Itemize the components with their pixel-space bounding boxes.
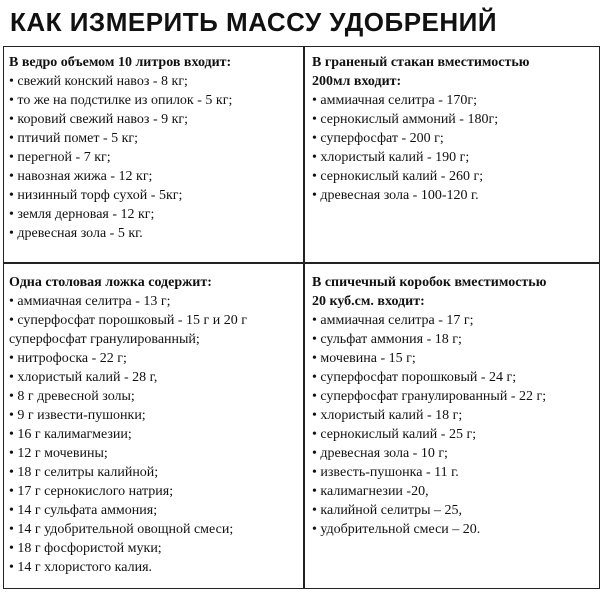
fertilizer-table bbox=[3, 46, 600, 589]
list-item: • аммиачная селитра - 17 г; bbox=[312, 311, 598, 330]
list-item: • аммиачная селитра - 170г; bbox=[312, 91, 598, 110]
list-item: • известь-пушонка - 11 г. bbox=[312, 463, 598, 482]
list-item: • суперфосфат гранулированный - 22 г; bbox=[312, 387, 598, 406]
bucket-heading: В ведро объемом 10 литров входит: bbox=[9, 55, 232, 70]
matchbox-heading-line-2: 20 куб.см. входит: bbox=[312, 294, 425, 309]
list-item: • 16 г калимагмезии; bbox=[9, 425, 301, 444]
list-item: • земля дерновая - 12 кг; bbox=[9, 205, 301, 224]
bucket-cell bbox=[9, 53, 301, 243]
list-item: • удобрительной смеси – 20. bbox=[312, 520, 598, 539]
list-item: • 14 г хлористого калия. bbox=[9, 558, 301, 577]
list-item: • коровий свежий навоз - 9 кг; bbox=[9, 110, 301, 129]
list-item: • аммиачная селитра - 13 г; bbox=[9, 292, 301, 311]
glass-list bbox=[312, 91, 598, 205]
list-item: • перегной - 7 кг; bbox=[9, 148, 301, 167]
list-item: • свежий конский навоз - 8 кг; bbox=[9, 72, 301, 91]
list-item: • сульфат аммония - 18 г; bbox=[312, 330, 598, 349]
list-item: • мочевина - 15 г; bbox=[312, 349, 598, 368]
list-item: • 18 г фосфористой муки; bbox=[9, 539, 301, 558]
list-item: • 12 г мочевины; bbox=[9, 444, 301, 463]
list-item: • 18 г селитры калийной; bbox=[9, 463, 301, 482]
list-item: • низинный торф сухой - 5кг; bbox=[9, 186, 301, 205]
list-item: • 14 г сульфата аммония; bbox=[9, 501, 301, 520]
list-item: • хлористый калий - 190 г; bbox=[312, 148, 598, 167]
list-item: • калийной селитры – 25, bbox=[312, 501, 598, 520]
list-item: • 8 г древесной золы; bbox=[9, 387, 301, 406]
list-item: • суперфосфат порошковый - 15 г и 20 г bbox=[9, 311, 301, 330]
spoon-list bbox=[9, 292, 301, 577]
list-item-continuation: суперфосфат гранулированный; bbox=[9, 332, 200, 347]
glass-cell bbox=[312, 53, 598, 205]
list-item: • навозная жижа - 12 кг; bbox=[9, 167, 301, 186]
list-item: • калимагнезии -20, bbox=[312, 482, 598, 501]
spoon-cell bbox=[9, 273, 301, 577]
list-item: • суперфосфат - 200 г; bbox=[312, 129, 598, 148]
list-item: • древесная зола - 10 г; bbox=[312, 444, 598, 463]
list-item: • древесная зола - 100-120 г. bbox=[312, 186, 598, 205]
list-item: • птичий помет - 5 кг; bbox=[9, 129, 301, 148]
list-item: • 9 г извести-пушонки; bbox=[9, 406, 301, 425]
glass-heading-line-2: 200мл входит: bbox=[312, 74, 402, 89]
list-item: • сернокислый калий - 260 г; bbox=[312, 167, 598, 186]
matchbox-list bbox=[312, 311, 598, 539]
list-item: • древесная зола - 5 кг. bbox=[9, 224, 301, 243]
list-item: • сернокислый калий - 25 г; bbox=[312, 425, 598, 444]
glass-heading-line-1: В граненый стакан вместимостью bbox=[312, 55, 530, 70]
list-item: • суперфосфат порошковый - 24 г; bbox=[312, 368, 598, 387]
matchbox-heading-line-1: В спичечный коробок вместимостью bbox=[312, 275, 547, 290]
spoon-heading: Одна столовая ложка содержит: bbox=[9, 275, 212, 290]
list-item: • сернокислый аммоний - 180г; bbox=[312, 110, 598, 129]
matchbox-cell bbox=[312, 273, 598, 539]
list-item: • 14 г удобрительной овощной смеси; bbox=[9, 520, 301, 539]
list-item: • хлористый калий - 28 г, bbox=[9, 368, 301, 387]
list-item: • хлористый калий - 18 г; bbox=[312, 406, 598, 425]
list-item: • нитрофоска - 22 г; bbox=[9, 349, 301, 368]
table-divider-vertical bbox=[303, 47, 305, 588]
bucket-list bbox=[9, 72, 301, 243]
table-divider-horizontal bbox=[4, 262, 599, 264]
list-item: • то же на подстилке из опилок - 5 кг; bbox=[9, 91, 301, 110]
page-title: КАК ИЗМЕРИТЬ МАССУ УДОБРЕНИЙ bbox=[10, 7, 498, 37]
list-item: • 17 г сернокислого натрия; bbox=[9, 482, 301, 501]
